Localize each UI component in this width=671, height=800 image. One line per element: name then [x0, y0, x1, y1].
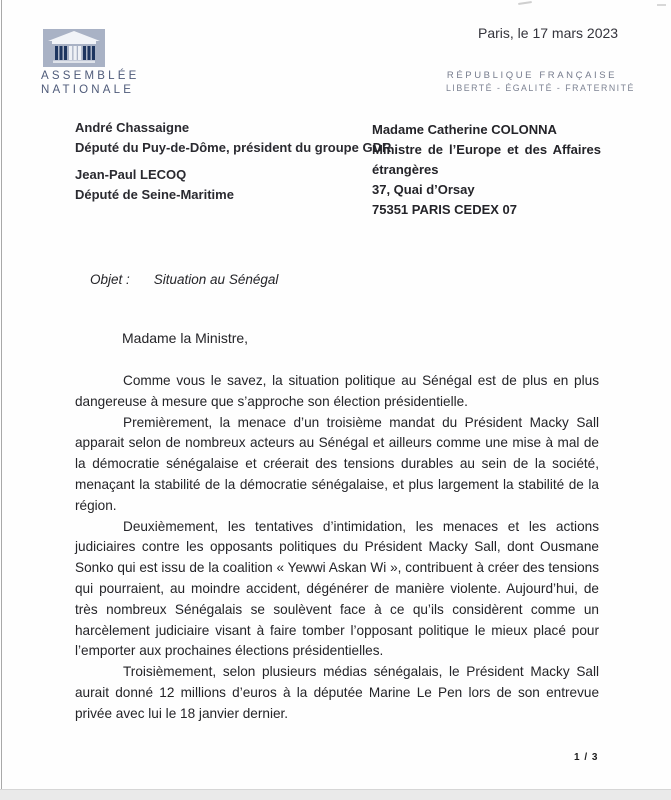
logo-text-assemblee: ASSEMBLÉE — [41, 70, 140, 82]
assemblee-nationale-temple-icon — [43, 29, 105, 67]
page-number: 1 / 3 — [574, 752, 599, 763]
scan-artifact-bottom-edge — [0, 789, 671, 800]
sender-block-spacer — [75, 158, 391, 165]
subject-value: Situation au Sénégal — [153, 272, 279, 287]
subject-label: Objet : — [90, 272, 130, 287]
sender-title-1: Député du Puy-de-Dôme, président du groupe GDR — [75, 140, 392, 155]
sender-name-2: Jean-Paul LECOQ — [75, 167, 187, 182]
motto-line-2: LIBERTÉ - ÉGALITÉ - FRATERNITÉ — [446, 83, 635, 93]
scan-artifact-corner-mark — [657, 4, 666, 6]
scan-artifact-top-mark — [518, 1, 532, 5]
recipient-address-city: 75351 PARIS CEDEX 07 — [372, 202, 517, 217]
assemblee-nationale-logo — [41, 29, 151, 97]
date-line: Paris, le 17 mars 2023 — [478, 25, 619, 41]
letter-body — [75, 371, 599, 725]
recipient-address-street: 37, Quai d’Orsay — [372, 182, 475, 197]
paragraph-4: Troisièmement, selon plusieurs médias sénégalais, le Président Macky Sall aurait donné 12 millions d’euros à la députée Marine Le Pen lors de son entrevue privée avec lui le 18 janvier dernier. — [75, 664, 599, 721]
recipient-title: Ministre de l’Europe et des Affaires étrangères — [372, 142, 601, 177]
recipient-block — [372, 120, 601, 220]
sender-block — [75, 118, 391, 205]
sender-name-1: André Chassaigne — [75, 120, 190, 135]
paragraph-1: Comme vous le savez, la situation politique au Sénégal est de plus en plus dangereuse à mesure que s’approche son élection présidentielle. — [75, 373, 599, 409]
logo-text-nationale: NATIONALE — [41, 84, 135, 96]
scan-artifact-left-edge — [1, 0, 2, 790]
subject-line — [90, 272, 278, 287]
motto-line-1: RÉPUBLIQUE FRANÇAISE — [446, 70, 618, 81]
paragraph-2: Premièrement, la menace d’un troisième mandat du Président Macky Sall apparait selon de nombreux acteurs au Sénégal et ailleurs comme une mise à mal de la démocratie sénégalaise et créerait des tensions durables au sein de la société, menaçant la stabilité de la démocratie sénégalaise, et plus largement la stabilité de la région. — [75, 414, 599, 513]
salutation: Madame la Ministre, — [122, 330, 249, 346]
republique-francaise-motto — [446, 70, 635, 93]
recipient-name: Madame Catherine COLONNA — [372, 122, 557, 137]
paragraph-3: Deuxièmement, les tentatives d’intimidation, les menaces et les actions judiciaires contre les opposants politiques du Président Macky Sall, dont Ousmane Sonko qui est issu de la coalition « Yewwi Askan Wi », contribuent à créer des tensions qui pourraient, au moindre accident, dégénérer de manière violente. Aujourd’hui, de très nombreux Sénégalais se soulèvent face à ce qu’ils considèrent comme un harcèlement judiciaire visant à faire tomber l’opposant politique le mieux placé pour l’emporter aux prochaines élections présidentielles. — [75, 518, 599, 659]
sender-title-2: Député de Seine-Maritime — [75, 187, 234, 202]
